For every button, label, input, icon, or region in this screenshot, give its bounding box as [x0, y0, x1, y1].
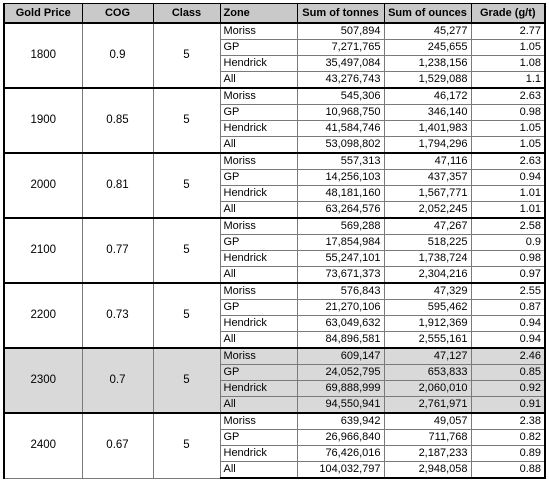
cog-cell: 0.85 [82, 88, 153, 153]
ounces-cell: 47,267 [384, 218, 471, 235]
class-cell: 5 [153, 348, 220, 413]
tonnes-cell: 63,049,632 [297, 316, 384, 332]
zone-cell: Moriss [220, 413, 297, 430]
price-group-4 [4, 283, 545, 348]
grade-cell: 0.98 [471, 105, 545, 121]
tonnes-cell: 55,247,101 [297, 251, 384, 267]
class-cell: 5 [153, 218, 220, 283]
header-zone: Zone [220, 4, 297, 24]
gold-resource-table [3, 3, 546, 479]
ounces-cell: 1,529,088 [384, 72, 471, 89]
ounces-cell: 45,277 [384, 23, 471, 40]
ounces-cell: 2,948,058 [384, 462, 471, 479]
table-row [4, 348, 545, 365]
grade-cell: 2.58 [471, 218, 545, 235]
ounces-cell: 595,462 [384, 300, 471, 316]
zone-cell: GP [220, 235, 297, 251]
price-group-3 [4, 218, 545, 283]
header-sum-of-ounces: Sum of ounces [384, 4, 471, 24]
zone-cell: All [220, 397, 297, 414]
zone-cell: All [220, 137, 297, 154]
zone-cell: Hendrick [220, 446, 297, 462]
cog-cell: 0.9 [82, 23, 153, 88]
zone-cell: Hendrick [220, 381, 297, 397]
cog-cell: 0.73 [82, 283, 153, 348]
class-cell: 5 [153, 153, 220, 218]
ounces-cell: 47,329 [384, 283, 471, 300]
ounces-cell: 2,555,161 [384, 332, 471, 349]
header-cog: COG [82, 4, 153, 24]
tonnes-cell: 48,181,160 [297, 186, 384, 202]
tonnes-cell: 639,942 [297, 413, 384, 430]
cog-cell: 0.77 [82, 218, 153, 283]
header-row [4, 4, 545, 24]
ounces-cell: 346,140 [384, 105, 471, 121]
table-row [4, 23, 545, 40]
grade-cell: 2.77 [471, 23, 545, 40]
class-cell: 5 [153, 23, 220, 88]
gold-price-cell: 2000 [4, 153, 82, 218]
zone-cell: Hendrick [220, 121, 297, 137]
gold-price-cell: 2300 [4, 348, 82, 413]
zone-cell: GP [220, 365, 297, 381]
tonnes-cell: 43,276,743 [297, 72, 384, 89]
grade-cell: 0.82 [471, 430, 545, 446]
zone-cell: Hendrick [220, 316, 297, 332]
grade-cell: 0.91 [471, 397, 545, 414]
ounces-cell: 2,052,245 [384, 202, 471, 219]
zone-cell: Hendrick [220, 186, 297, 202]
class-cell: 5 [153, 413, 220, 478]
table-header [4, 4, 545, 24]
tonnes-cell: 53,098,802 [297, 137, 384, 154]
class-cell: 5 [153, 88, 220, 153]
ounces-cell: 46,172 [384, 88, 471, 105]
ounces-cell: 49,057 [384, 413, 471, 430]
zone-cell: All [220, 202, 297, 219]
table-row [4, 218, 545, 235]
gold-price-cell: 2200 [4, 283, 82, 348]
tonnes-cell: 545,306 [297, 88, 384, 105]
grade-cell: 2.63 [471, 153, 545, 170]
grade-cell: 0.85 [471, 365, 545, 381]
grade-cell: 1.05 [471, 121, 545, 137]
tonnes-cell: 609,147 [297, 348, 384, 365]
cog-cell: 0.67 [82, 413, 153, 478]
price-group-6 [4, 413, 545, 478]
grade-cell: 1.01 [471, 186, 545, 202]
zone-cell: Moriss [220, 283, 297, 300]
zone-cell: Hendrick [220, 251, 297, 267]
header-class: Class [153, 4, 220, 24]
tonnes-cell: 94,550,941 [297, 397, 384, 414]
gold-price-cell: 2100 [4, 218, 82, 283]
tonnes-cell: 26,966,840 [297, 430, 384, 446]
ounces-cell: 2,187,233 [384, 446, 471, 462]
grade-cell: 0.94 [471, 332, 545, 349]
grade-cell: 0.87 [471, 300, 545, 316]
grade-cell: 0.98 [471, 251, 545, 267]
tonnes-cell: 76,426,016 [297, 446, 384, 462]
grade-cell: 0.9 [471, 235, 545, 251]
ounces-cell: 1,912,369 [384, 316, 471, 332]
resource-table-container [3, 3, 546, 479]
ounces-cell: 1,401,983 [384, 121, 471, 137]
grade-cell: 2.38 [471, 413, 545, 430]
tonnes-cell: 557,313 [297, 153, 384, 170]
grade-cell: 0.89 [471, 446, 545, 462]
ounces-cell: 245,655 [384, 40, 471, 56]
grade-cell: 2.63 [471, 88, 545, 105]
ounces-cell: 47,116 [384, 153, 471, 170]
tonnes-cell: 41,584,746 [297, 121, 384, 137]
tonnes-cell: 24,052,795 [297, 365, 384, 381]
grade-cell: 0.88 [471, 462, 545, 479]
price-group-1 [4, 88, 545, 153]
table-row [4, 88, 545, 105]
tonnes-cell: 69,888,999 [297, 381, 384, 397]
grade-cell: 1.08 [471, 56, 545, 72]
grade-cell: 0.97 [471, 267, 545, 284]
zone-cell: Moriss [220, 23, 297, 40]
ounces-cell: 1,738,724 [384, 251, 471, 267]
zone-cell: GP [220, 430, 297, 446]
tonnes-cell: 35,497,084 [297, 56, 384, 72]
gold-price-cell: 1800 [4, 23, 82, 88]
tonnes-cell: 84,896,581 [297, 332, 384, 349]
header-sum-of-tonnes: Sum of tonnes [297, 4, 384, 24]
tonnes-cell: 63,264,576 [297, 202, 384, 219]
zone-cell: GP [220, 105, 297, 121]
grade-cell: 1.01 [471, 202, 545, 219]
table-row [4, 413, 545, 430]
ounces-cell: 1,238,156 [384, 56, 471, 72]
ounces-cell: 1,794,296 [384, 137, 471, 154]
zone-cell: All [220, 462, 297, 479]
tonnes-cell: 10,968,750 [297, 105, 384, 121]
tonnes-cell: 14,256,103 [297, 170, 384, 186]
grade-cell: 2.55 [471, 283, 545, 300]
table-row [4, 153, 545, 170]
ounces-cell: 437,357 [384, 170, 471, 186]
price-group-5 [4, 348, 545, 413]
cog-cell: 0.7 [82, 348, 153, 413]
zone-cell: Moriss [220, 153, 297, 170]
ounces-cell: 1,567,771 [384, 186, 471, 202]
tonnes-cell: 569,288 [297, 218, 384, 235]
class-cell: 5 [153, 283, 220, 348]
grade-cell: 1.05 [471, 40, 545, 56]
zone-cell: Moriss [220, 88, 297, 105]
tonnes-cell: 73,671,373 [297, 267, 384, 284]
ounces-cell: 653,833 [384, 365, 471, 381]
ounces-cell: 711,768 [384, 430, 471, 446]
tonnes-cell: 7,271,765 [297, 40, 384, 56]
zone-cell: Hendrick [220, 56, 297, 72]
gold-price-cell: 1900 [4, 88, 82, 153]
grade-cell: 2.46 [471, 348, 545, 365]
price-group-2 [4, 153, 545, 218]
grade-cell: 1.05 [471, 137, 545, 154]
zone-cell: Moriss [220, 348, 297, 365]
tonnes-cell: 576,843 [297, 283, 384, 300]
ounces-cell: 518,225 [384, 235, 471, 251]
zone-cell: All [220, 267, 297, 284]
tonnes-cell: 507,894 [297, 23, 384, 40]
zone-cell: GP [220, 300, 297, 316]
tonnes-cell: 21,270,106 [297, 300, 384, 316]
ounces-cell: 2,761,971 [384, 397, 471, 414]
cog-cell: 0.81 [82, 153, 153, 218]
ounces-cell: 2,060,010 [384, 381, 471, 397]
zone-cell: All [220, 332, 297, 349]
grade-cell: 0.92 [471, 381, 545, 397]
grade-cell: 0.94 [471, 316, 545, 332]
header-gold-price: Gold Price [4, 4, 82, 24]
zone-cell: GP [220, 40, 297, 56]
zone-cell: GP [220, 170, 297, 186]
tonnes-cell: 17,854,984 [297, 235, 384, 251]
grade-cell: 0.94 [471, 170, 545, 186]
gold-price-cell: 2400 [4, 413, 82, 478]
zone-cell: All [220, 72, 297, 89]
ounces-cell: 2,304,216 [384, 267, 471, 284]
price-group-0 [4, 23, 545, 88]
table-row [4, 283, 545, 300]
grade-cell: 1.1 [471, 72, 545, 89]
tonnes-cell: 104,032,797 [297, 462, 384, 479]
header-grade: Grade (g/t) [471, 4, 545, 24]
zone-cell: Moriss [220, 218, 297, 235]
ounces-cell: 47,127 [384, 348, 471, 365]
